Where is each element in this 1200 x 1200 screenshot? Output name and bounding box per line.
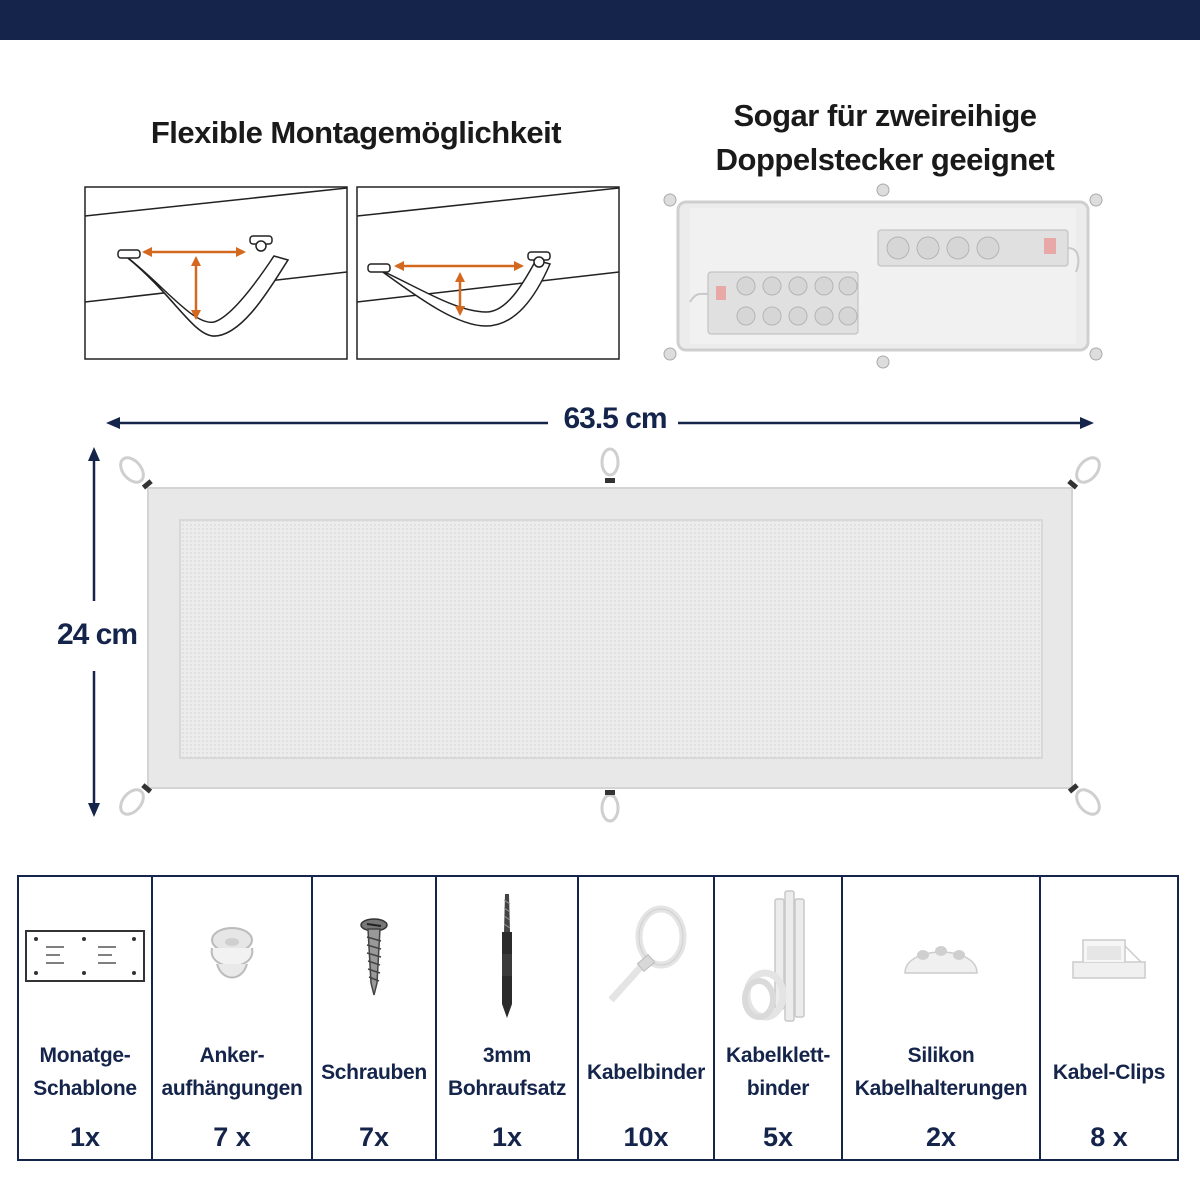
velcro-strap-icon (715, 897, 841, 1017)
cable-clip-icon (1041, 897, 1177, 1017)
contents-item-quantity: 7x (358, 1122, 390, 1152)
contents-item (153, 877, 313, 1159)
contents-item (19, 877, 153, 1159)
power-strip-tray-image (660, 182, 1110, 377)
contents-item-quantity: 1x (69, 1122, 101, 1152)
heading-power-strip: Sogar für zweireihige Doppelstecker geeignet (715, 98, 1055, 177)
drill-bit-icon (437, 897, 577, 1017)
contents-item-name: Kabel-Clips (1052, 1060, 1166, 1084)
header-bar (0, 0, 1200, 40)
contents-item (437, 877, 579, 1159)
cable-tray-mesh-image (110, 440, 1110, 835)
contents-item-quantity: 5x (762, 1122, 794, 1152)
contents-item (843, 877, 1041, 1159)
contents-item-quantity: 2x (925, 1122, 957, 1152)
contents-item-name: Kabelklett- binder (725, 1044, 831, 1100)
contents-item (313, 877, 437, 1159)
contents-item (715, 877, 843, 1159)
contents-item-quantity: 10x (623, 1122, 669, 1152)
height-label: 24 cm (56, 618, 138, 651)
contents-item-name: Anker- aufhängungen (161, 1044, 303, 1100)
silicone-cable-holder-icon (843, 897, 1039, 1017)
cable-tie-icon (579, 897, 713, 1017)
contents-item-name: 3mm Bohraufsatz (447, 1044, 567, 1100)
width-label: 63.5 cm (563, 402, 667, 435)
contents-item-name: Kabelbinder (586, 1060, 706, 1084)
mounting-illustration-deep (84, 186, 348, 365)
heading-mounting: Flexible Montagemöglichkeit (150, 115, 562, 150)
contents-item-name: Monatge- Schablone (33, 1044, 137, 1100)
mounting-illustration-shallow (356, 186, 620, 365)
package-contents-table (17, 875, 1179, 1161)
contents-item-name: Silikon Kabelhalterungen (854, 1044, 1028, 1100)
contents-item (1041, 877, 1177, 1159)
contents-item (579, 877, 715, 1159)
contents-item-name: Schrauben (321, 1060, 427, 1084)
contents-item-quantity: 7 x (213, 1122, 251, 1152)
anchor-hook-icon (153, 897, 311, 1017)
template-icon (19, 897, 151, 1017)
screw-icon (313, 897, 435, 1017)
contents-item-quantity: 8 x (1090, 1122, 1128, 1152)
contents-item-quantity: 1x (491, 1122, 523, 1152)
